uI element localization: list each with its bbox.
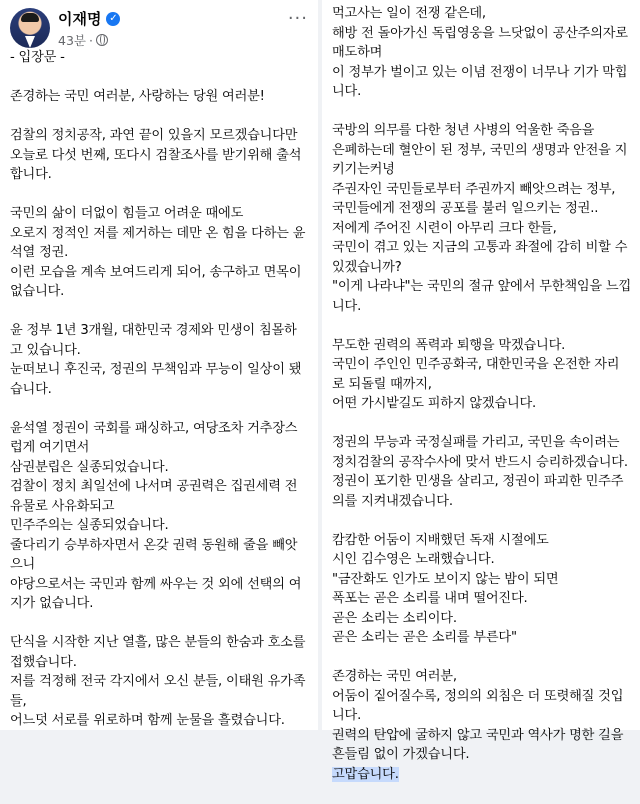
text-line: 민주주의는 실종되었습니다. bbox=[10, 518, 169, 533]
text-line: 국민의 삶이 더없이 힘들고 어려운 때에도 bbox=[10, 206, 244, 221]
text-line: 습니다. bbox=[10, 381, 52, 397]
post-header bbox=[10, 6, 310, 50]
post-column-left bbox=[0, 0, 318, 730]
verified-badge-icon: ✓ bbox=[106, 12, 120, 26]
text-line: 저에게 주어진 시련이 아무리 크다 한들, bbox=[332, 220, 557, 236]
paragraph bbox=[332, 531, 634, 648]
text-line: 니다. bbox=[332, 84, 362, 99]
text-line: 먹고사는 일이 전쟁 같은데, bbox=[332, 6, 486, 21]
text-line: 시인 김수영은 노래했습니다. bbox=[332, 552, 495, 567]
text-line: 윤 정부 1년 3개월, 대한민국 경제와 민생이 침몰하 bbox=[10, 323, 297, 338]
text-line: 으니 bbox=[10, 557, 36, 572]
text-line: 석열 정권. bbox=[10, 245, 69, 260]
selected-text-highlight: 고맙습니다. bbox=[332, 766, 399, 782]
text-line: 국민들에게 전쟁의 공포를 불러 일으키는 정권.. bbox=[332, 201, 599, 216]
paragraph bbox=[332, 667, 634, 784]
paragraph bbox=[10, 87, 312, 107]
text-line: 저를 걱정해 전국 각지에서 오신 분들, 이태원 유가족 bbox=[10, 674, 306, 689]
text-line: 어떤 가시밭길도 피하지 않겠습니다. bbox=[332, 396, 537, 411]
text-line: 국방의 의무를 다한 청년 사병의 억울한 죽음을 bbox=[332, 123, 595, 138]
text-line: 의를 지켜내겠습니다. bbox=[332, 493, 453, 509]
text-line: 삼권분립은 실종되었습니다. bbox=[10, 459, 169, 475]
author-name[interactable]: 이재명 bbox=[58, 10, 102, 28]
paragraph bbox=[10, 204, 312, 302]
avatar[interactable] bbox=[10, 8, 50, 48]
paragraph bbox=[10, 419, 312, 614]
meta-separator: · bbox=[88, 32, 93, 48]
text-line: 오로지 정적인 저를 제거하는 데만 온 힘을 다하는 윤 bbox=[10, 225, 306, 241]
text-line: 야당으로서는 국민과 함께 싸우는 것 외에 선택의 여 bbox=[10, 576, 302, 592]
text-line: 니다. bbox=[332, 298, 362, 314]
text-line: 키기는커녕 bbox=[332, 162, 395, 177]
text-line: 럽게 여기면서 bbox=[10, 440, 90, 455]
text-line: 유물로 사유화되고 bbox=[10, 498, 115, 514]
text-line: 정권의 무능과 국정실패를 가리고, 국민을 속이려는 bbox=[332, 435, 620, 450]
text-line: 접했습니다. bbox=[10, 654, 77, 670]
text-line: 로 되돌릴 때까지, bbox=[332, 376, 432, 392]
text-line: 단식을 시작한 지난 열흘, 많은 분들의 한숨과 호소를 bbox=[10, 635, 306, 650]
text-line: 매도하며 bbox=[332, 45, 383, 60]
text-line: 이런 모습을 계속 보여드리게 되어, 송구하고 면목이 bbox=[10, 264, 302, 280]
text-line: 정치검찰의 공작수사에 맞서 반드시 승리하겠습니다. bbox=[332, 454, 628, 470]
paragraph bbox=[332, 433, 634, 511]
text-line: 줄다리기 승부하자면서 온갖 권력 동원해 줄을 빼앗 bbox=[10, 537, 298, 553]
text-line: 무도한 권력의 폭력과 퇴행을 막겠습니다. bbox=[332, 337, 566, 353]
text-line: 없습니다. bbox=[10, 284, 65, 299]
text-line: "금잔화도 인가도 보이지 않는 밤이 되면 bbox=[332, 571, 559, 587]
text-line: 폭포는 곧은 소리를 내며 떨어진다. bbox=[332, 591, 528, 606]
text-line: 오늘로 다섯 번째, 또다시 검찰조사를 받기위해 출석 bbox=[10, 147, 302, 163]
text-line: 주권자인 국민들로부터 주권까지 빼앗으려는 정부, bbox=[332, 181, 616, 197]
paragraph bbox=[10, 126, 312, 185]
post-body-left bbox=[10, 48, 312, 750]
text-line: 검찰의 정치공작, 과연 끝이 있을지 모르겠습니다만 bbox=[10, 128, 298, 143]
post-column-right bbox=[322, 0, 640, 782]
text-line: 흔들림 없이 가겠습니다. bbox=[332, 747, 470, 762]
text-line: 캄캄한 어둠이 지배했던 독재 시절에도 bbox=[332, 532, 549, 548]
text-line: 어느덧 서로를 위로하며 함께 눈물을 흘렸습니다. bbox=[10, 713, 285, 728]
text-line: 정권이 포기한 민생을 살리고, 정권이 파괴한 민주주 bbox=[332, 474, 624, 489]
post-body-right bbox=[332, 4, 634, 804]
text-line: 은폐하는데 혈안이 된 정부, 국민의 생명과 안전을 지 bbox=[332, 142, 628, 158]
text-line: 국민이 겪고 있는 지금의 고통과 좌절에 감히 비할 수 bbox=[332, 240, 628, 255]
text-line: 고 있습니다. bbox=[10, 342, 81, 358]
text-line: - 입장문 - bbox=[10, 50, 65, 65]
text-line: 존경하는 국민 여러분, 사랑하는 당원 여러분! bbox=[10, 89, 265, 104]
text-line: "이게 나라냐"는 국민의 절규 앞에서 무한책임을 느낍 bbox=[332, 279, 632, 294]
paragraph bbox=[10, 633, 312, 731]
globe-icon bbox=[96, 34, 108, 46]
text-line: 이 정부가 벌이고 있는 이념 전쟁이 너무나 기가 막힙 bbox=[332, 64, 628, 80]
text-line: 니다. bbox=[332, 708, 362, 723]
text-line bbox=[332, 765, 634, 785]
paragraph bbox=[10, 48, 312, 68]
paragraph bbox=[332, 121, 634, 316]
text-line: 존경하는 국민 여러분, bbox=[332, 669, 457, 684]
text-line: 곧은 소리는 소리이다. bbox=[332, 610, 457, 626]
text-line: 지가 없습니다. bbox=[10, 596, 94, 611]
paragraph bbox=[332, 336, 634, 414]
text-line: 검찰이 정치 최일선에 나서며 공권력은 집권세력 전 bbox=[10, 479, 298, 494]
text-line: 어둠이 짙어질수록, 정의의 외침은 더 또렷해질 것입 bbox=[332, 688, 624, 704]
text-line: 들, bbox=[10, 693, 27, 709]
text-line: 해방 전 돌아가신 독립영웅을 느닷없이 공산주의자로 bbox=[332, 25, 628, 41]
text-line: 눈떠보니 후진국, 정권의 무책임과 무능이 일상이 됐 bbox=[10, 362, 302, 377]
text-line: 국민이 주인인 민주공화국, 대한민국을 온전한 자리 bbox=[332, 357, 620, 372]
text-line: 권력의 탄압에 굴하지 않고 국민과 역사가 명한 길을 bbox=[332, 727, 624, 743]
post-timestamp[interactable]: 43분 bbox=[58, 33, 86, 48]
text-line: 윤석열 정권이 국회를 패싱하고, 여당조차 거추장스 bbox=[10, 420, 298, 436]
text-line: 곧은 소리는 곧은 소리를 부른다" bbox=[332, 630, 517, 645]
paragraph bbox=[332, 4, 634, 102]
more-options-icon[interactable]: ··· bbox=[287, 8, 308, 29]
text-line: 있겠습니까? bbox=[332, 259, 402, 275]
text-line: 합니다. bbox=[10, 167, 52, 182]
paragraph bbox=[10, 321, 312, 399]
